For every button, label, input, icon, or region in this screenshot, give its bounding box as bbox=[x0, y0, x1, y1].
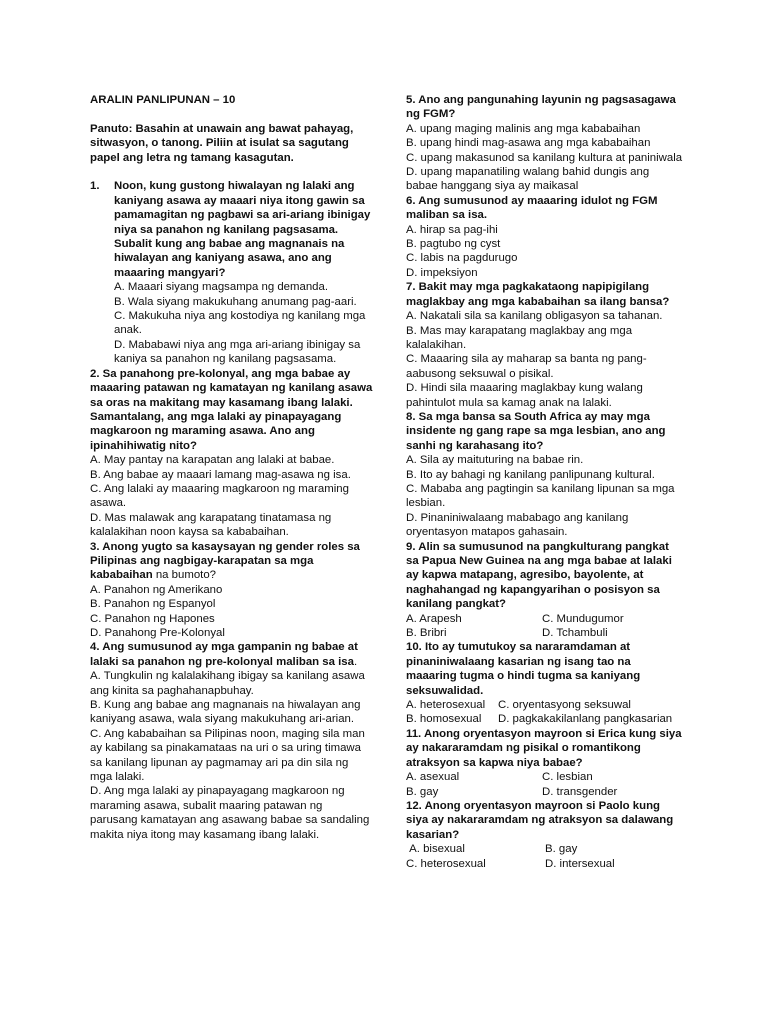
answer-option: C. Maaaring sila ay maharap sa banta ng pang-aabusong seksuwal o pisikal. bbox=[406, 353, 647, 380]
answer-option: B. Ang babae ay maaari lamang mag-asawa ng isa. bbox=[90, 468, 351, 481]
answer-option: C. Mundugumor bbox=[542, 612, 624, 625]
answer-option: D. Tchambuli bbox=[542, 627, 608, 640]
answer-option: A. May pantay na karapatan ang lalaki at babae. bbox=[90, 454, 335, 467]
answer-option: A. upang maging malinis ang mga kababaihan bbox=[406, 122, 641, 135]
answer-option: D. Panahong Pre-Kolonyal bbox=[90, 627, 225, 639]
question-stem: 10. Ito ay tumutukoy sa nararamdaman at pinaniniwalaang kasarian ng isang tao na maaaring tugma o hindi tugma sa kaniyang seksuwalidad. bbox=[406, 641, 641, 697]
question-stem: 7. Bakit may mga pagkakataong napipigilang maglakbay ang mga kababaihan sa ilang bansa? bbox=[406, 281, 670, 308]
answer-option: C. Ang lalaki ay maaaring magkaroon ng maraming asawa. bbox=[90, 482, 349, 510]
left-column bbox=[90, 93, 373, 842]
answer-options-grid bbox=[406, 770, 684, 799]
question-stem: 3. Anong yugto sa kasaysayan ng gender roles sa Pilipinas ang nagbigay-karapatan sa mga kababaihan na bumoto? bbox=[90, 540, 360, 582]
answer-option: C. labis na pagdurugo bbox=[406, 252, 518, 265]
answer-option: B. upang hindi mag-asawa ang mga kababaihan bbox=[406, 137, 651, 150]
answer-option: D. Hindi sila maaaring maglakbay kung walang pahintulot mula sa kamag anak na lalaki. bbox=[406, 382, 643, 409]
question-stem: 12. Anong oryentasyon mayroon si Paolo kung siya ay nakararamdam ng atraksyon sa dalawang kasarian? bbox=[406, 799, 674, 841]
question-stem: 4. Ang sumusunod ay mga gampanin ng babae at lalaki sa panahon ng pre-kolonyal maliban sa isa. bbox=[90, 641, 358, 668]
question-2 bbox=[90, 367, 373, 540]
answer-option: B. Kung ang babae ang magnanais na hiwalayan ang kaniyang asawa, wala siyang makukuhang ari-arian. bbox=[90, 699, 361, 726]
answer-option: A. Nakatali sila sa kanilang obligasyon sa tahanan. bbox=[406, 310, 663, 323]
answer-options-grid bbox=[406, 612, 684, 641]
question-4 bbox=[90, 640, 373, 842]
answer-option: D. Mababawi niya ang mga ari-ariang ibinigay sa kaniya sa panahon ng kanilang pagsasama. bbox=[114, 338, 361, 366]
answer-option: B. Panahon ng Espanyol bbox=[90, 598, 216, 611]
question-10 bbox=[406, 640, 684, 726]
question-8 bbox=[406, 410, 684, 540]
answer-option: B. pagtubo ng cyst bbox=[406, 238, 501, 251]
answer-option: D. intersexual bbox=[545, 857, 615, 870]
answer-option: D. Pinaniniwalaang mababago ang kanilang oryentasyon matapos gahasain. bbox=[406, 511, 629, 539]
answer-option: A. asexual bbox=[406, 771, 460, 784]
answer-option: C. Panahon ng Hapones bbox=[90, 612, 215, 625]
answer-option: D. Ang mga lalaki ay pinapayagang magkaroon ng maraming asawa, subalit maaring patawan ng parusang kamatayan ang asawang babae sa sandaling makita niya itong may kasamang ibang lalaki. bbox=[90, 785, 370, 841]
answer-option: A. Sila ay maituturing na babae rin. bbox=[406, 454, 584, 467]
answer-option: C. upang makasunod sa kanilang kultura at paniniwala bbox=[406, 151, 683, 164]
answer-option: B. gay bbox=[545, 843, 578, 856]
question-5 bbox=[406, 93, 684, 194]
answer-option: A. hirap sa pag-ihi bbox=[406, 223, 498, 236]
answer-option: D. pagkakakilanlang pangkasarian bbox=[498, 713, 673, 726]
answer-option: B. homosexual bbox=[406, 713, 482, 726]
question-number: 1. bbox=[90, 180, 100, 193]
document-title: ARALIN PANLIPUNAN – 10 bbox=[90, 94, 236, 106]
answer-option: B. Ito ay bahagi ng kanilang panlipunang kultural. bbox=[406, 468, 655, 481]
question-stem: Noon, kung gustong hiwalayan ng lalaki ang kaniyang asawa ay maaari niya itong gawin sa pamamagitan ng pagbawi sa ari-ariang ibinigay niya sa panahon ng kanilang pagsasama. Subalit kung ang babae ang magnanais na hiwalayan ang kaniyang asawa, ano ang maaaring mangyari? bbox=[114, 180, 371, 279]
question-6 bbox=[406, 194, 684, 280]
question-3 bbox=[90, 540, 373, 641]
question-9 bbox=[406, 540, 684, 641]
question-stem: 2. Sa panahong pre-kolonyal, ang mga babae ay maaaring patawan ng kamatayan ng kanilang asawa sa oras na makitang may kasamang ibang lalaki. Samantalang, ang mga lalaki ay pinapayagang magkaroon ng maraming asawa. Ano ang ipinahihiwatig nito? bbox=[90, 367, 373, 452]
answer-option: A. Maaari siyang magsampa ng demanda. bbox=[114, 281, 329, 294]
answer-option: B. Bribri bbox=[406, 627, 447, 640]
question-7 bbox=[406, 280, 684, 410]
question-stem: 9. Alin sa sumusunod na pangkulturang pangkat sa Papua New Guinea na ang mga babae at lalaki ay kapwa matapang, agresibo, bayolente, at naghahangad ng kapangyarihan o posisyon sa kanilang pangkat? bbox=[406, 540, 672, 611]
answer-option: A. bisexual bbox=[406, 843, 465, 856]
question-1 bbox=[90, 179, 373, 366]
answer-option: C. oryentasyong seksuwal bbox=[498, 699, 631, 712]
question-11 bbox=[406, 727, 684, 799]
answer-option: C. Ang kababaihan sa Pilipinas noon, maging sila man ay kabilang sa pinakamataas na uri o sa uring timawa sa kanilang lipunan ay pagmamay ari pa din sila ng mga lalaki. bbox=[90, 727, 365, 784]
answer-option: A. Tungkulin ng kalalakihang ibigay sa kanilang asawa ang kinita sa paghahanapbuhay. bbox=[90, 670, 365, 697]
answer-option: C. Mababa ang pagtingin sa kanilang lipunan sa mga lesbian. bbox=[406, 482, 675, 510]
question-stem: 5. Ano ang pangunahing layunin ng pagsasagawa ng FGM? bbox=[406, 94, 676, 121]
answer-option: D. transgender bbox=[542, 785, 618, 798]
answer-option: B. Mas may karapatang maglakbay ang mga kalalakihan. bbox=[406, 324, 633, 351]
instructions: Panuto: Basahin at unawain ang bawat pahayag, sitwasyon, o tanong. Piliin at isulat sa sagutang papel ang letra ng tamang kasagutan. bbox=[90, 122, 354, 164]
answer-option: D. Mas malawak ang karapatang tinatamasa ng kalalakihan noon kaysa sa kababaihan. bbox=[90, 511, 332, 539]
answer-options-grid bbox=[406, 842, 684, 871]
answer-option: B. gay bbox=[406, 785, 439, 798]
answer-option: A. heterosexual bbox=[406, 699, 486, 712]
answer-option: A. Arapesh bbox=[406, 612, 462, 625]
answer-option: B. Wala siyang makukuhang anumang pag-aari. bbox=[114, 295, 357, 308]
answer-option: D. upang mapanatiling walang bahid dungis ang babae hanggang siya ay maikasal bbox=[406, 166, 650, 193]
answer-option: C. lesbian bbox=[542, 771, 593, 784]
answer-option: C. heterosexual bbox=[406, 857, 486, 870]
question-stem: 8. Sa mga bansa sa South Africa ay may mga insidente ng gang rape sa mga lesbian, ano ang sanhi ng karahasang ito? bbox=[406, 410, 666, 452]
answer-options-grid bbox=[406, 698, 684, 727]
question-stem: 11. Anong oryentasyon mayroon si Erica kung siya ay nakararamdam ng pisikal o romantikong atraksyon sa kapwa niya babae? bbox=[406, 727, 682, 769]
right-column bbox=[406, 93, 684, 871]
question-12 bbox=[406, 799, 684, 871]
answer-option: A. Panahon ng Amerikano bbox=[90, 583, 223, 596]
answer-option: C. Makukuha niya ang kostodiya ng kanilang mga anak. bbox=[114, 310, 366, 337]
answer-option: D. impeksiyon bbox=[406, 266, 478, 279]
question-stem: 6. Ang sumusunod ay maaaring idulot ng FGM maliban sa isa. bbox=[406, 194, 658, 222]
